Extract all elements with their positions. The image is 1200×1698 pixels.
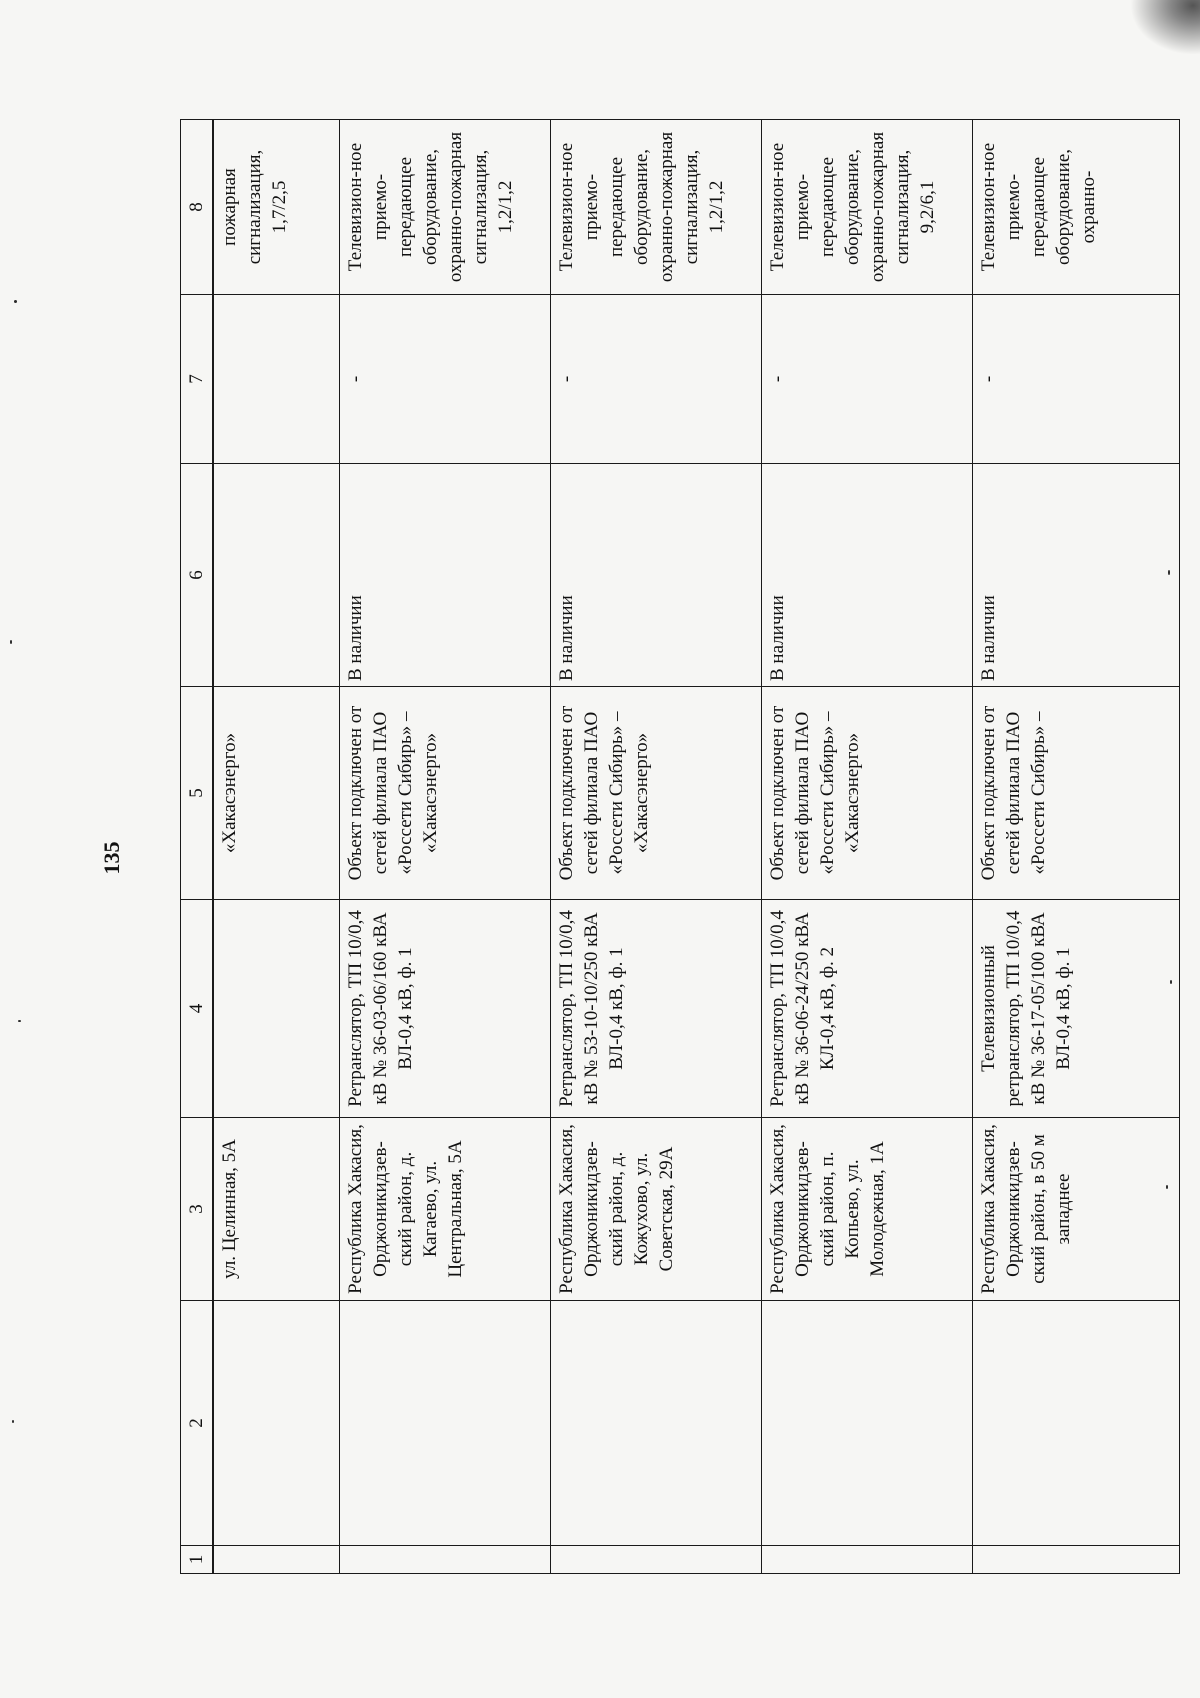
equipment-cell: Ретранслятор, ТП 10/0,4 кВ № 36-06-24/250 кВА КЛ-0,4 кВ, ф. 2 bbox=[761, 900, 972, 1118]
table-row bbox=[213, 120, 339, 1574]
col-number-4: 4 bbox=[181, 900, 214, 1118]
column-7-cell bbox=[213, 295, 339, 464]
col-number-6: 6 bbox=[181, 464, 214, 687]
col-number-7: 7 bbox=[181, 295, 214, 464]
row-number-cell bbox=[339, 1546, 550, 1574]
column-7-cell: - bbox=[761, 295, 972, 464]
scan-speck bbox=[1168, 570, 1170, 575]
row-number-cell bbox=[213, 1546, 339, 1574]
scan-smudge bbox=[1130, 0, 1200, 55]
description-cell: Телевизион-ное приемо-передающее оборудование, охранно- bbox=[972, 120, 1180, 295]
col-number-3: 3 bbox=[181, 1118, 214, 1301]
availability-cell: В наличии bbox=[761, 464, 972, 687]
column-7-cell: - bbox=[339, 295, 550, 464]
page-number: 135 bbox=[99, 841, 124, 875]
col-number-1: 1 bbox=[181, 1546, 214, 1574]
table-row bbox=[550, 120, 761, 1574]
col-number-2: 2 bbox=[181, 1301, 214, 1546]
description-cell: Телевизион-ное приемо-передающее оборудование, охранно-пожарная сигнализация, 1,2/1,2 bbox=[550, 120, 761, 295]
scan-speck bbox=[1170, 980, 1172, 984]
row-number-cell bbox=[761, 1546, 972, 1574]
row-number-cell bbox=[550, 1546, 761, 1574]
table-row bbox=[972, 120, 1180, 1574]
name-cell bbox=[972, 1301, 1180, 1546]
address-cell: Республика Хакасия, Орджоникидзев-ский район, п. Копьево, ул. Молодежная, 1А bbox=[761, 1118, 972, 1301]
name-cell bbox=[761, 1301, 972, 1546]
name-cell bbox=[339, 1301, 550, 1546]
name-cell bbox=[213, 1301, 339, 1546]
power-supply-cell: Объект подключен от сетей филиала ПАО «Россети Сибирь» – «Хакасэнерго» bbox=[761, 687, 972, 900]
availability-cell bbox=[213, 464, 339, 687]
register-table bbox=[180, 119, 1180, 1574]
scan-speck bbox=[12, 1420, 14, 1423]
column-number-row bbox=[181, 120, 214, 1574]
name-cell bbox=[550, 1301, 761, 1546]
table-row bbox=[761, 120, 972, 1574]
row-number-cell bbox=[972, 1546, 1180, 1574]
column-7-cell: - bbox=[550, 295, 761, 464]
description-cell: пожарная сигнализация, 1,7/2,5 bbox=[213, 120, 339, 295]
equipment-cell: Ретранслятор, ТП 10/0,4 кВ № 53-10-10/250 кВА ВЛ-0,4 кВ, ф. 1 bbox=[550, 900, 761, 1118]
scan-speck bbox=[14, 300, 17, 303]
scan-speck bbox=[1166, 1185, 1168, 1189]
availability-cell: В наличии bbox=[972, 464, 1180, 687]
equipment-cell bbox=[213, 900, 339, 1118]
scan-speck bbox=[10, 640, 12, 644]
col-number-5: 5 bbox=[181, 687, 214, 900]
equipment-cell: Телевизионный ретранслятор, ТП 10/0,4 кВ № 36-17-05/100 кВА ВЛ-0,4 кВ, ф. 1 bbox=[972, 900, 1180, 1118]
rotated-table-wrapper bbox=[180, 120, 1180, 1574]
address-cell: Республика Хакасия, Орджоникидзев-ский район, д. Кожухово, ул. Советская, 29А bbox=[550, 1118, 761, 1301]
availability-cell: В наличии bbox=[550, 464, 761, 687]
power-supply-cell: Объект подключен от сетей филиала ПАО «Россети Сибирь» – «Хакасэнерго» bbox=[550, 687, 761, 900]
power-supply-cell: «Хакасэнерго» bbox=[213, 687, 339, 900]
address-cell: Республика Хакасия, Орджоникидзев-ский район, д. Кагаево, ул. Центральная, 5А bbox=[339, 1118, 550, 1301]
address-cell: ул. Целинная, 5А bbox=[213, 1118, 339, 1301]
power-supply-cell: Объект подключен от сетей филиала ПАО «Россети Сибирь» – bbox=[972, 687, 1180, 900]
description-cell: Телевизион-ное приемо-передающее оборудование, охранно-пожарная сигнализация, 1,2/1,2 bbox=[339, 120, 550, 295]
availability-cell: В наличии bbox=[339, 464, 550, 687]
address-cell: Республика Хакасия, Орджоникидзев-ский район, в 50 м западнее bbox=[972, 1118, 1180, 1301]
col-number-8: 8 bbox=[181, 120, 214, 295]
column-7-cell: - bbox=[972, 295, 1180, 464]
scan-speck bbox=[18, 1020, 21, 1022]
power-supply-cell: Объект подключен от сетей филиала ПАО «Россети Сибирь» – «Хакасэнерго» bbox=[339, 687, 550, 900]
description-cell: Телевизион-ное приемо-передающее оборудование, охранно-пожарная сигнализация, 9,2/6,1 bbox=[761, 120, 972, 295]
equipment-cell: Ретранслятор, ТП 10/0,4 кВ № 36-03-06/160 кВА ВЛ-0,4 кВ, ф. 1 bbox=[339, 900, 550, 1118]
table-row bbox=[339, 120, 550, 1574]
